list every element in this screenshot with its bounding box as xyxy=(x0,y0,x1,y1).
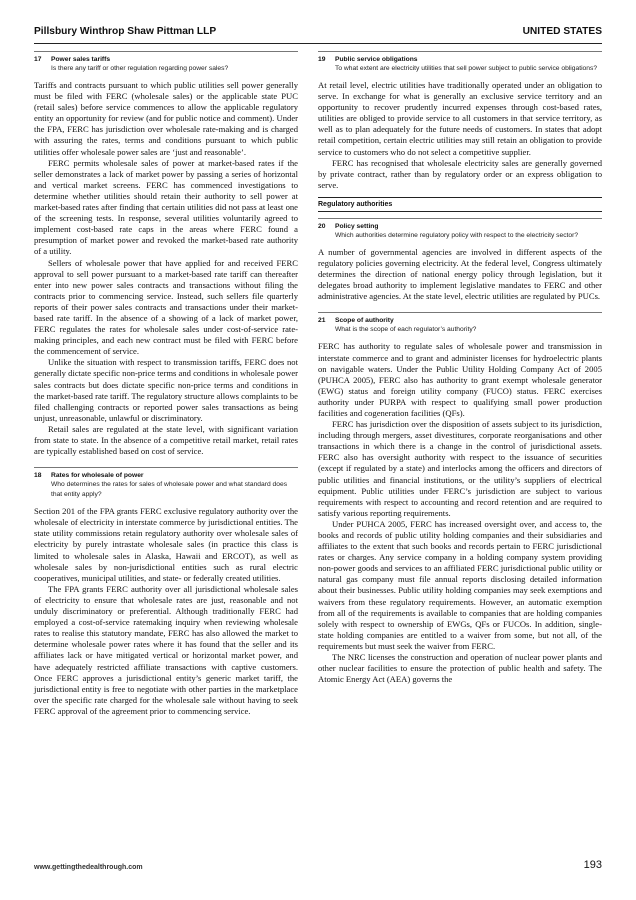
paragraph: Retail sales are regulated at the state level, with significant variation from state to state. In the absence of a competitive retail market, retail rates are typically established based on cost of service. xyxy=(34,423,298,457)
paragraph: FERC has recognised that wholesale electricity sales are generally governed by private contract, rather than by regulatory order or an express obligation to serve. xyxy=(318,157,602,190)
question-title xyxy=(318,222,602,231)
paragraph: Tariffs and contracts pursuant to which public utilities sell power generally must be filed with FERC (wholesale sales) or the applicable state PUC (retail sales) before service commences to allow the applicable regulatory entity an opportunity for review (and for public notice and comment). Under the FPA, FERC has jurisdiction over wholesale rate-making and is charged with assuring the rates, terms and conditions pursuant to which public utilities offer wholesale power sales are ‘just and reasonable’. xyxy=(34,80,298,157)
question-title xyxy=(318,316,602,325)
right-column xyxy=(318,51,602,685)
question-number: 21 xyxy=(318,317,326,325)
question-heading: Public service obligations xyxy=(335,56,418,63)
section-heading: Regulatory authorities xyxy=(318,197,602,212)
question-20 xyxy=(318,218,602,241)
paragraph: Section 201 of the FPA grants FERC exclusive regulatory authority over the wholesale of electricity in interstate commerce by jurisdictional entities. The state utility commissions retain regulatory authority over wholesale sales of electricity by purely intrastate wholesale sales (in practice this class is limited to wholesale sales in Alaska, Hawaii and ERCOT), as well as wholesale sales by non-jurisdictional entities such as rural electric cooperatives, municipal utilities, and state- or federally created utilities. xyxy=(34,506,298,583)
question-17 xyxy=(34,51,298,74)
question-number: 19 xyxy=(318,56,326,63)
paragraph: FERC has authority to regulate sales of wholesale power and transmission in interstate commerce and to grant and administer licenses for hydroelectric plants on navigable waters. Under the Public Utility Holding Company Act of 2005 (PUHCA 2005), FERC also has authority to grant exempt wholesale generator (EWG) status and foreign utility company (FUCO) status. FERC exercises authority under PURPA with respect to qualifying small power production facilities and cogeneration facilities (QFs). xyxy=(318,341,602,418)
paragraph: At retail level, electric utilities have traditionally operated under an obligation to serve. In exchange for what is generally an exclusive service territory and an opportunity to recover prudently incurred expenses through cost-based rates, utilities are obliged to provide service to all customers in that service territory, as well as to plan adequately for the future needs of customers. In states that adopt retail competition, certain electric utilities may still retain an obligation to provide service to customers who do not select a competitive supplier. xyxy=(318,80,602,157)
question-18 xyxy=(34,467,298,500)
running-header xyxy=(34,26,602,42)
paragraph: The FPA grants FERC authority over all jurisdictional wholesale sales of electricity to ensure that wholesale rates are just, reasonable and not unduly discriminatory or preferential. Although traditionally FERC had employed a cost-of-service ratemaking inquiry when reviewing wholesale rates to realise this statutory mandate, FERC has also allowed the market to determine wholesale power rates where it has found that the seller and its affiliates lack or have mitigated vertical or horizontal market power, and have adequately restricted affiliate transactions with captive customers. Once FERC approves a jurisdictional entity’s generic market tariff, the jurisdictional entity is free to negotiate with other parties in the marketplace over the specific rate charged for the wholesale sale without having to seek FERC approval of the agreement prior to commencing service. xyxy=(34,583,298,716)
question-21 xyxy=(318,312,602,335)
question-title xyxy=(34,471,298,480)
spacer xyxy=(318,302,602,312)
question-text: What is the scope of each regulator’s authority? xyxy=(335,326,477,334)
question-number: 18 xyxy=(34,472,42,480)
paragraph: Under PUHCA 2005, FERC has increased oversight over, and access to, the books and records of public utility holding companies and their subsidiaries and affiliates to the extent that such books and records pertain to FERC jurisdictional rates or charges. Any service company in a holding company system providing non-power goods and services to an affiliated FERC jurisdictional public utility or natural gas company must file annual reports disclosing detailed information about their businesses. Public utility holding companies may seek exemptions and waivers from these regulatory requirements. However, an automatic exemption from all of the requirements is available to companies that are holding companies solely with respect to ownership of EWGs, QFs or FUCOs. In addition, single-state holding companies are entitled to a waiver from some, but not all, of the requirements but must seek the waiver from FERC. xyxy=(318,518,602,651)
paragraph: FERC permits wholesale sales of power at market-based rates if the seller demonstrates a lack of market power by passing a series of horizontal and vertical market screens. FERC has commenced investigations to determine whether utilities should retain their authority to sell power at market-based rates after finding that certain utilities did not pass at least one of the screening tests. In response, several utilities voluntarily agreed to implement cost-based rate caps in the areas where FERC found a presumption of market power and revoked the market-based rate authority of a utility. xyxy=(34,157,298,257)
question-19 xyxy=(318,51,602,74)
question-text: Which authorities determine regulatory policy with respect to the electricity sector? xyxy=(335,231,579,239)
question-number: 20 xyxy=(318,222,326,230)
spacer xyxy=(34,457,298,467)
question-title xyxy=(34,55,298,64)
paragraph: Sellers of wholesale power that have applied for and received FERC approval to sell power pursuant to a market-based rate tariff can thereafter enter into new power sales contracts and transactions without filing the contracts prior to commencing service. Instead, such sellers file quarterly reports of their power sales contracts and transactions under their market-based rate tariff. In the absence of a showing of a lack of market power, FERC regulates the rates for wholesale sales under cost-of-service rate-making principles, and each new contract must be filed with FERC before the commencement of service. xyxy=(34,257,298,357)
question-text: Who determines the rates for sales of wholesale power and what standard does that entity apply? xyxy=(51,481,288,499)
paragraph: A number of governmental agencies are involved in different aspects of the regulatory policies governing electricity. At the federal level, Congress ultimately determines the direction of national energy policy through legislation, but it delegates broad authority to implement legislative mandates to FERC and other administrative agencies. At the state level, electric utilities are regulated by PUCs. xyxy=(318,246,602,302)
country-label: UNITED STATES xyxy=(522,26,602,37)
paragraph: Unlike the situation with respect to transmission tariffs, FERC does not generally dictate specific non-price terms and conditions in wholesale power sales contracts but does dictate specific non-price terms and conditions in the market-based rate tariff. The regulatory structure allows complaints to be filed challenging contracts or reported power sales transactions as being unjust, unreasonable, unlawful or discriminatory. xyxy=(34,357,298,423)
question-heading: Rates for wholesale of power xyxy=(51,472,144,480)
question-text: Is there any tariff or other regulation regarding power sales? xyxy=(51,65,229,72)
question-heading: Policy setting xyxy=(335,222,379,230)
question-heading: Scope of authority xyxy=(335,317,394,325)
question-heading: Power sales tariffs xyxy=(51,56,111,63)
footer-url[interactable]: www.gettingthedealthrough.com xyxy=(34,864,143,871)
paragraph: The NRC licenses the construction and operation of nuclear power plants and other nuclear facilities to ensure the protection of public health and safety. The Atomic Energy Act (AEA) governs the xyxy=(318,652,602,685)
header-rule xyxy=(34,43,602,44)
left-column xyxy=(34,51,298,717)
paragraph: FERC has jurisdiction over the disposition of assets subject to its jurisdiction, including through mergers, asset divestitures, corporate reorganisations and other transactions in which there is a change in the control of jurisdictional assets. FERC also has oversight authority with respect to the issuance of securities (except if regulated by a state) and interlocks among the officers and directors of public utilities and financial institutions, or the utility’s suppliers of electrical equipment. Public utilities under FERC’s jurisdiction are subject to various requirements with respect to accounting and record retention and are required to satisfy various reporting requirements. xyxy=(318,419,602,518)
question-title xyxy=(318,55,602,64)
firm-name: Pillsbury Winthrop Shaw Pittman LLP xyxy=(34,26,217,37)
question-text: To what extent are electricity utilities that sell power subject to public service obligations? xyxy=(335,65,598,72)
page-number: 193 xyxy=(583,859,602,871)
question-number: 17 xyxy=(34,56,42,63)
